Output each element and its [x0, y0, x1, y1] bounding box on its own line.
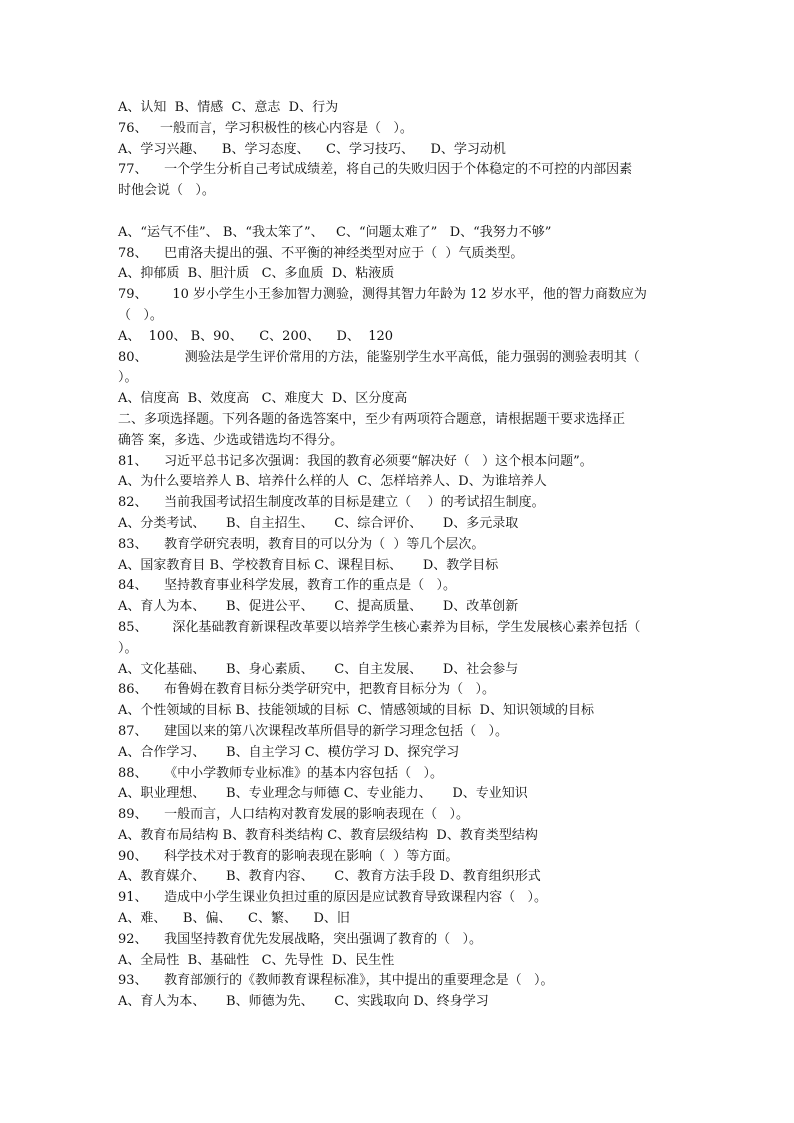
- question-91: 91、 造成中小学生课业负担过重的原因是应试教育导致课程内容（ ）。: [118, 890, 547, 906]
- options-91: A、难、 B、偏、 C、繁、 D、旧: [118, 911, 350, 927]
- exam-page: [118, 98, 678, 1013]
- question-82: 82、 当前我国考试招生制度改革的目标是建立（ ）的考试招生制度。: [118, 495, 545, 511]
- options-89: A、教育布局结构 B、教育科类结构 C、教育层级结构 D、教育类型结构: [118, 827, 538, 843]
- question-83: 83、 教育学研究表明，教育目的可以分为（ ）等几个层次。: [118, 536, 485, 552]
- options-80: A、信度高 B、效度高 C、难度大 D、区分度高: [118, 391, 408, 407]
- question-76: 76、 一般而言，学习积极性的核心内容是（ ）。: [118, 120, 413, 136]
- options-77: A、“运气不佳”、 B、“我太笨了”、 C、“问题太难了” D、“我努力不够”: [118, 224, 552, 240]
- options-93: A、育人为本、 B、师德为先、 C、实践取向 D、终身学习: [118, 994, 489, 1010]
- options-79: A、 100、 B、90、 C、200、 D、 120: [118, 328, 394, 344]
- section-heading-line2: 确答 案，多选、少选或错选均不得分。: [118, 432, 344, 448]
- question-77-line1: 77、 一个学生分析自己考试成绩差，将自己的失败归因于个体稳定的不可控的内部因素: [118, 162, 633, 178]
- question-92: 92、 我国坚持教育优先发展战略，突出强调了教育的（ ）。: [118, 931, 482, 947]
- question-80-line1: 80、 测验法是学生评价常用的方法，能鉴别学生水平高低，能力强弱的测验表明其（: [118, 349, 640, 365]
- question-80-line2: ）。: [118, 370, 138, 386]
- question-77-line2: 时他会说（ ）。: [118, 183, 215, 199]
- question-87: 87、 建国以来的第八次课程改革所倡导的新学习理念包括（ ）。: [118, 723, 508, 739]
- section-heading-line1: 二、多项选择题。下列各题的备选答案中，至少有两项符合题意，请根据题干要求选择正: [118, 411, 626, 427]
- question-84: 84、 坚持教育事业科学发展，教育工作的重点是（ ）。: [118, 578, 456, 594]
- question-81: 81、 习近平总书记多次强调：我国的教育必须要“解决好（ ）这个根本问题”。: [118, 453, 593, 469]
- blank-line: [118, 202, 678, 223]
- options-82: A、分类考试、 B、自主招生、 C、综合评价、 D、多元录取: [118, 515, 519, 531]
- options-90: A、教育媒介、 B、教育内容、 C、教育方法手段 D、教育组织形式: [118, 869, 541, 885]
- question-90: 90、 科学技术对于教育的影响表现在影响（ ）等方面。: [118, 848, 459, 864]
- question-88: 88、 《中小学教师专业标准》的基本内容包括（ ）。: [118, 765, 443, 781]
- options-86: A、个性领域的目标 B、技能领域的目标 C、情感领域的目标 D、知识领域的目标: [118, 703, 594, 719]
- options-88: A、职业理想、 B、专业理念与师德 C、专业能力、 D、专业知识: [118, 786, 528, 802]
- options-92: A、全局性 B、基础性 C、先导性 D、民生性: [118, 952, 395, 968]
- options-76: A、学习兴趣、 B、学习态度、 C、学习技巧、 D、学习动机: [118, 141, 506, 157]
- question-89: 89、 一般而言，人口结构对教育发展的影响表现在（ ）。: [118, 807, 469, 823]
- question-86: 86、 布鲁姆在教育目标分类学研究中，把教育目标分为（ ）。: [118, 682, 495, 698]
- options-85: A、文化基础、 B、身心素质、 C、自主发展、 D、社会参与: [118, 661, 519, 677]
- question-85-line1: 85、 深化基础教育新课程改革要以培养学生核心素养为目标，学生发展核心素养包括（: [118, 619, 641, 635]
- options-87: A、合作学习、 B、自主学习 C、模仿学习 D、探究学习: [118, 744, 460, 760]
- question-79-line2: （ ）。: [118, 307, 163, 323]
- options-78: A、抑郁质 B、胆汁质 C、多血质 D、粘液质: [118, 266, 395, 282]
- question-78: 78、 巴甫洛夫提出的强、不平衡的神经类型对应于（ ）气质类型。: [118, 245, 524, 261]
- question-79-line1: 79、 10 岁小学生小王参加智力测验，测得其智力年龄为 12 岁水平，他的智力商数应为: [118, 287, 647, 303]
- options-84: A、育人为本、 B、促进公平、 C、提高质量、 D、改革创新: [118, 599, 519, 615]
- options-81: A、为什么要培养人 B、培养什么样的人 C、怎样培养人、D、为谁培养人: [118, 474, 547, 490]
- question-93: 93、 教育部颁行的《教师教育课程标准》，其中提出的重要理念是（ ）。: [118, 973, 554, 989]
- options-75: A、认知 B、情感 C、意志 D、行为: [118, 100, 339, 115]
- options-83: A、国家教育目 B、学校教育目标 C、课程目标、 D、教学目标: [118, 557, 499, 573]
- question-85-line2: ）。: [118, 640, 138, 656]
